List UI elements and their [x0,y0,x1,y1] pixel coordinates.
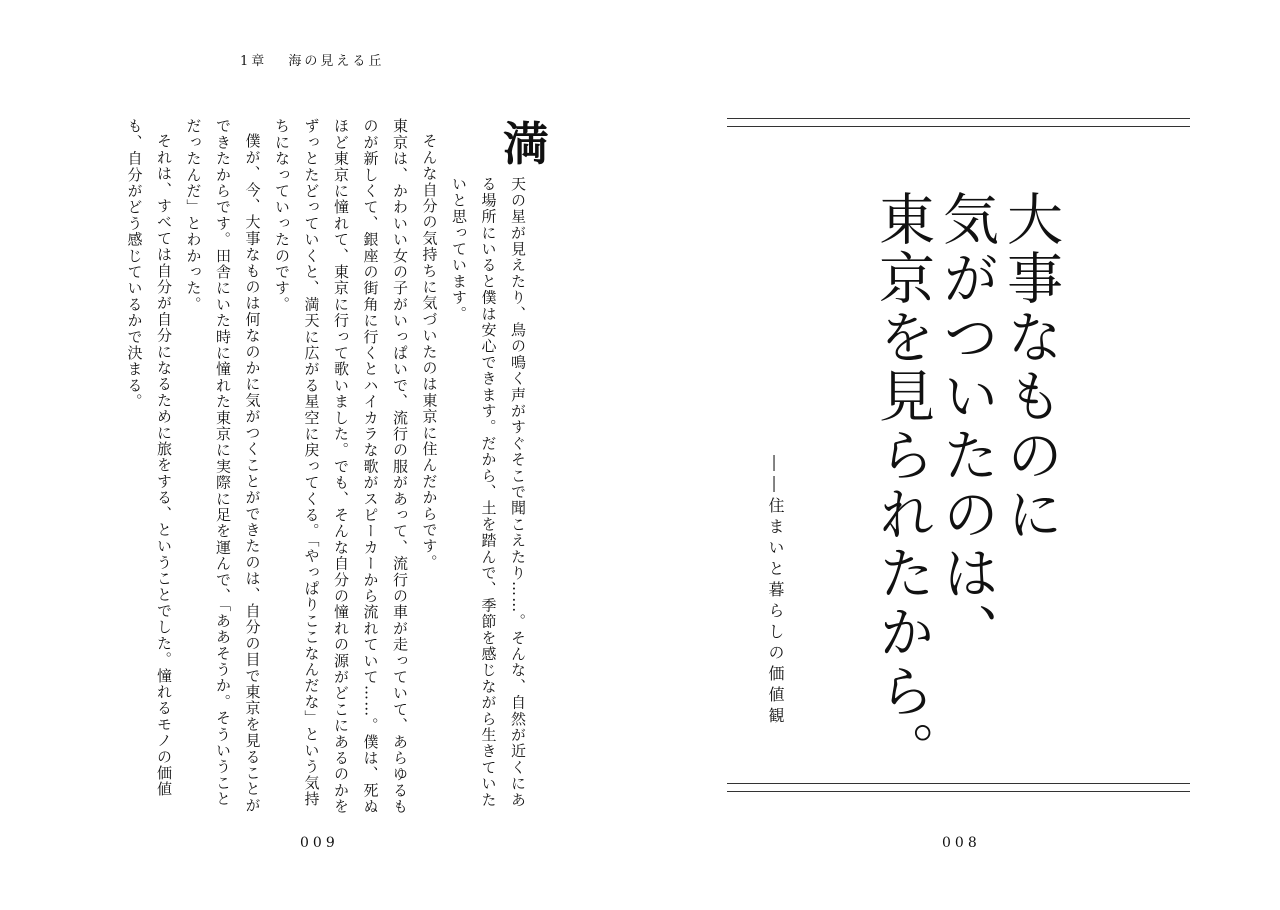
paragraph: 東京は、かわいい女の子がいっぱいで、流行の服があって、流行の車が走っていて、あらゆるものが新しくて、銀座の街角に行くとハイカラな歌がスピーカーから流れていて……。僕は、死ぬほど東京に憧れて、東京に行って歌いました。でも、そんな自分の憧れの源がどこにあるのかをずっとたどっていくと、満天に広がる星空に戻ってくる。「やっぱりここなんだな」という気持ちになっていったのです。 [273,118,409,815]
paragraph: 僕が、今、大事なものは何なのかに気がつくことができたのは、自分の目で東京を見ることができたからです。田舎にいた時に憧れた東京に実際に足を運んで、「ああそうか。そういうことだったんだ」とわかった。 [184,118,262,814]
running-header [240,50,440,69]
drop-cap: 満 [503,117,549,171]
chapter-heading [862,190,1063,780]
heading-line: 気がついたのは、 [934,190,999,662]
chapter-number: 1章 [240,54,268,69]
page-number: 008 [942,835,981,851]
page-number: 009 [300,835,339,851]
heading-line: 大事なものに [998,190,1063,544]
heading-line: 東京を見られたから。 [870,190,935,780]
chapter-title: 海の見える丘 [288,54,385,69]
subtitle: ――住まいと暮らしの価値観 [766,455,785,728]
paragraph: それは、すべては自分が自分になるために旅をする、ということでした。憧れるモノの価値も、自分がどう感じているかで決まる。 [125,118,173,798]
bottom-rule [727,783,1190,784]
right-page [640,0,1280,910]
paragraph: 天の星が見えたり、鳥の鳴く声がすぐそこで聞こえたり……。そんな、自然が近くにある場所にいると僕は安心できます。だから、土を踏んで、季節を感じながら生きていたいと思っています。 [450,176,527,808]
top-rule [727,126,1190,127]
bottom-rule [727,791,1190,792]
paragraph: そんな自分の気持ちに気づいたのは東京に住んだからです。 [420,133,439,571]
top-rule [727,118,1190,119]
body-text [86,118,532,818]
